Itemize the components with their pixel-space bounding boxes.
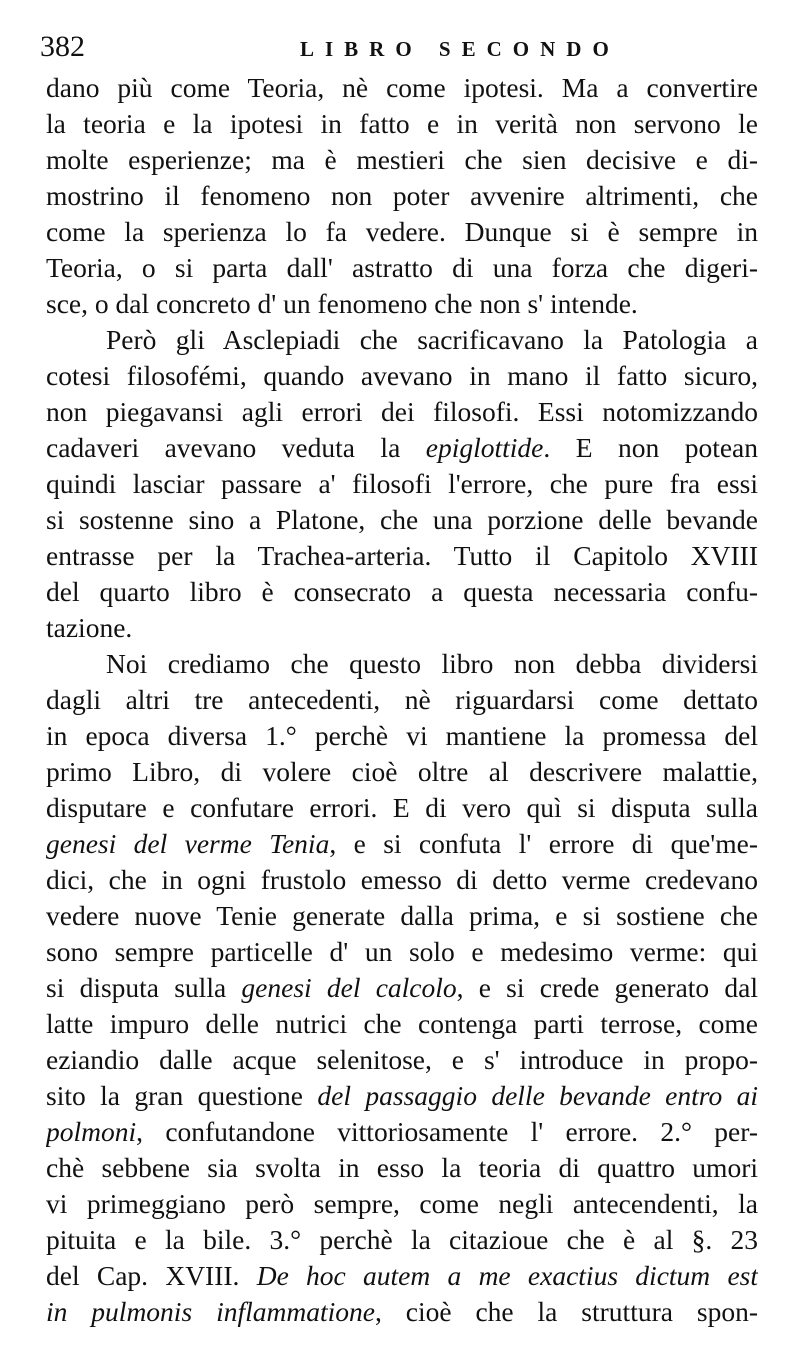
text-line: pituita e la bile. 3.° perchè la citazioue che è al §. 23 (46, 1224, 758, 1255)
text-line-mixed (46, 430, 758, 466)
text-line: tazione. (46, 612, 133, 643)
text-segment: , confutandone vittoriosamente l' errore. 2.° per- (136, 1116, 758, 1147)
italic-term: in pulmonis inflammatione (46, 1296, 375, 1327)
text-line: sono sempre particelle d' un solo e medesimo verme: qui (46, 936, 758, 967)
text-line: come la sperienza lo fa vedere. Dunque si è sempre in (46, 216, 758, 247)
text-line: del quarto libro è consecrato a questa necessaria confu- (46, 576, 758, 607)
text-segment: , e si crede generato dal (456, 972, 758, 1003)
text-line: disputare e confutare errori. E di vero quì si disputa sulla (46, 792, 758, 823)
text-line: vedere nuove Tenie generate dalla prima, e si sostiene che (46, 900, 758, 931)
text-segment: sito la gran questione (46, 1080, 318, 1111)
text-segment: , cioè che la struttura spon- (374, 1296, 758, 1327)
text-line: primo Libro, di volere cioè oltre al descrivere malattie, (46, 756, 758, 787)
text-line: dici, che in ogni frustolo emesso di detto verme credevano (46, 864, 758, 895)
italic-term: epiglottide (425, 432, 544, 463)
text-line: dagli altri tre antecedenti, nè riguardarsi come dettato (46, 684, 758, 715)
text-line: molte esperienze; ma è mestieri che sien decisive e di- (46, 144, 758, 175)
paragraph-start-line: Noi crediamo che questo libro non debba dividersi (106, 648, 758, 679)
text-line: dano più come Teoria, nè come ipotesi. Ma a convertire (46, 72, 758, 103)
text-line: entrasse per la Trachea-arteria. Tutto il Capitolo XVIII (46, 540, 758, 571)
italic-term: polmoni (46, 1116, 137, 1147)
text-line: latte impuro delle nutrici che contenga parti terrose, come (46, 1008, 758, 1039)
text-line: eziandio dalle acque selenitose, e s' introduce in propo- (46, 1044, 758, 1075)
paragraph-start-line: Però gli Asclepiadi che sacrificavano la Patologia a (106, 324, 758, 355)
page-number: 382 (40, 30, 85, 63)
italic-term: De hoc autem a me exactius dictum est (256, 1260, 758, 1291)
text-line: Teoria, o si parta dall' astratto di una forza che digeri- (46, 252, 758, 283)
text-line: mostrino il fenomeno non poter avvenire altrimenti, che (46, 180, 758, 211)
body-text (46, 70, 758, 1330)
text-segment: del Cap. XVIII. (46, 1260, 257, 1291)
text-line-mixed (46, 1294, 758, 1330)
text-segment: . E non potean (543, 432, 758, 463)
text-line: sce, o dal concreto d' un fenomeno che non s' intende. (46, 288, 638, 319)
text-line: cotesi filosofémi, quando avevano in mano il fatto sicuro, (46, 360, 758, 391)
text-line: la teoria e la ipotesi in fatto e in verità non servono le (46, 108, 758, 139)
running-head: LIBRO SECONDO (300, 37, 620, 61)
text-segment: , e si confuta l' errore di que'me- (329, 828, 758, 859)
text-line: chè sebbene sia svolta in esso la teoria di quattro umori (46, 1152, 758, 1183)
text-line: in epoca diversa 1.° perchè vi mantiene la promessa del (46, 720, 758, 751)
text-segment: cadaveri avevano veduta la (46, 432, 426, 463)
text-line-mixed (46, 1114, 758, 1150)
italic-term: genesi del verme Tenia (46, 828, 330, 859)
text-line-mixed (46, 970, 758, 1006)
text-line-mixed (46, 1258, 758, 1294)
text-line-mixed (46, 826, 758, 862)
text-line-mixed (46, 1078, 758, 1114)
text-line: si sostenne sino a Platone, che una porzione delle bevande (46, 504, 758, 535)
italic-term: del passaggio delle bevande entro ai (317, 1080, 758, 1111)
text-line: non piegavansi agli errori dei filosofi. Essi notomizzando (46, 396, 758, 427)
italic-term: genesi del calcolo (241, 972, 457, 1003)
text-line: vi primeggiano però sempre, come negli antecendenti, la (46, 1188, 758, 1219)
page-header (40, 30, 760, 70)
text-line: quindi lasciar passare a' filosofi l'errore, che pure fra essi (46, 468, 758, 499)
text-segment: si disputa sulla (46, 972, 242, 1003)
